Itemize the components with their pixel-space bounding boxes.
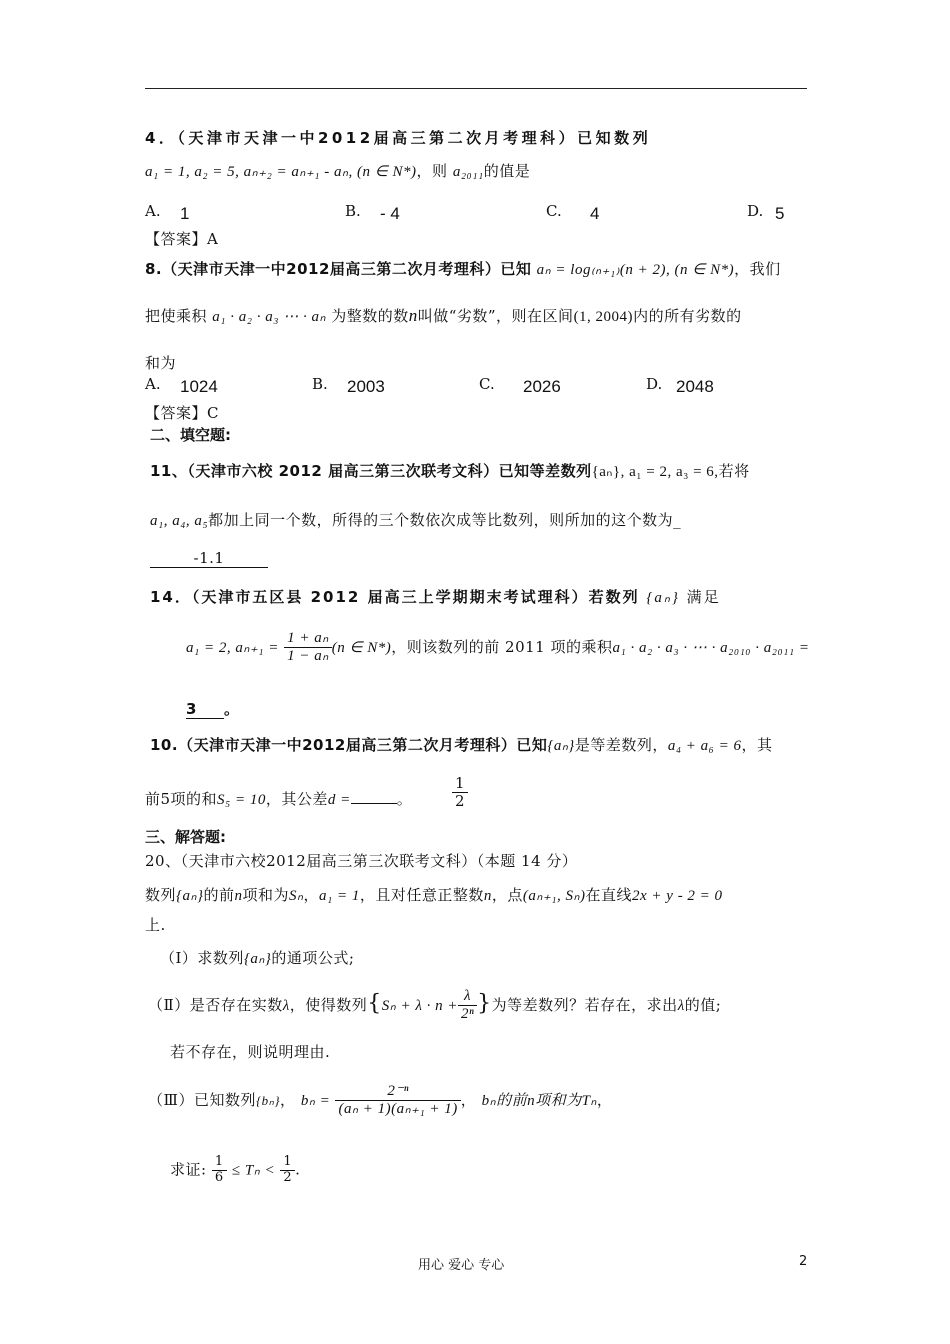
- q11-head: 11、（天津市六校 2012 届高三第三次联考文科）已知等差数列: [150, 462, 592, 480]
- q11-line2-formula: a₁, a₄, a₅: [150, 513, 209, 529]
- q10-seq: {aₙ}: [547, 738, 575, 754]
- q20-bn-fraction: $\frac{\text{2⁻ⁿ}}{\text{(aₙ + 1)(aₙ₊₁ + 1)}}$: [335, 1083, 460, 1119]
- q14-product: a₁ · a₂ · a₃ · ⋯ · a₂₀₁₀ · a₂₀₁₁ =: [612, 639, 810, 656]
- q8-line2: 把使乘积 a₁ · a₂ · a₃ ⋯ · aₙ 为整数的数n叫做“劣数”，则在区间(1, 2004)内的所有劣数的: [145, 306, 742, 325]
- q8-option-a-value: 1024: [180, 377, 218, 396]
- q4-option-c-value: 4: [590, 204, 600, 223]
- q14-line1: 14．（天津市五区县 2012 届高三上学期期末考试理科）若数列 {aₙ} 满足: [150, 588, 721, 606]
- q11-line1: 11、（天津市六校 2012 届高三第三次联考文科）已知等差数列{aₙ}, a₁ = 2, a₃ = 6,若将: [150, 462, 750, 480]
- q11-answer: -1.1: [150, 549, 268, 568]
- q20-part2-line2: 若不存在，则说明理由.: [170, 1043, 331, 1061]
- q8-head-tail: ，我们: [734, 260, 781, 278]
- q14-head: 14．（天津市五区县 2012 届高三上学期期末考试理科）若数列: [150, 588, 640, 606]
- q10-blank: [351, 803, 397, 804]
- section-fill-in-title: 二、填空题:: [150, 426, 231, 444]
- q20-line1: 数列{aₙ}的前n项和为Sₙ，a₁ = 1，且对任意正整数n，点(aₙ₊₁, Sₙ)在直线2x + y - 2 = 0: [145, 886, 723, 904]
- q8-option-c: C.: [479, 375, 495, 393]
- q4-option-b-value: - 4: [380, 204, 400, 223]
- header-rule: [145, 88, 807, 89]
- q8-answer: 【答案】C: [145, 404, 219, 422]
- q8-option-b: B.: [312, 375, 328, 393]
- q4-option-d: D.: [747, 202, 764, 220]
- q20-head: 20、（天津市六校2012届高三第三次联考文科）（本题 14 分）: [145, 852, 578, 870]
- q10-answer: $\frac{1}{2}$: [452, 775, 468, 811]
- q10-sum: S₅ = 10: [217, 792, 266, 808]
- q14-answer-line: 3 。: [186, 700, 240, 718]
- q4-option-a-value: 1: [180, 204, 190, 223]
- q20-part3: （Ⅲ）已知数列{bₙ}， bₙ = $\frac{\text{2⁻ⁿ}}{\text{(aₙ + 1)(aₙ₊₁ + 1)}}$ ， bₙ的前n项和为Tₙ，: [148, 1083, 613, 1118]
- q10-line2: 前5项的和S₅ = 10，其公差d = 。: [145, 790, 413, 808]
- q10-line1: 10.（天津市天津一中2012届高三第二次月考理科）已知{aₙ}是等差数列，a₄ + a₆ = 6，其: [150, 736, 773, 754]
- q11-formula: {aₙ}, a₁ = 2, a₃ = 6,: [591, 464, 719, 480]
- q4-option-c: C.: [546, 202, 562, 220]
- q8-interval: (1, 2004): [573, 309, 634, 325]
- q8-formula: aₙ = log₍ₙ₊₁₎(n + 2), (n ∈ N*): [536, 262, 735, 278]
- q10-head: 10.（天津市天津一中2012届高三第二次月考理科）已知: [150, 736, 548, 754]
- q8-option-b-value: 2003: [347, 377, 385, 396]
- q4-formula: a₁ = 1, a₂ = 5, aₙ₊₂ = aₙ₊₁ - aₙ, (n ∈ N*): [145, 164, 417, 180]
- q8-option-c-value: 2026: [523, 377, 561, 396]
- q11-line2: a₁, a₄, a₅都加上同一个数，所得的三个数依次成等比数列，则所加的这个数为_: [150, 511, 682, 529]
- q14-line2: a₁ = 2, aₙ₊₁ = $\frac{\text{1 + aₙ}}{\text{1 − aₙ}}$ (n ∈ N*)，则该数列的前 2011 项的乘积a₁ · a₂ · a₃ · ⋯ · a₂₀₁₀ · a₂₀₁₁ =: [186, 630, 810, 665]
- q4-heading: [145, 127, 651, 148]
- q4-tail: 的值是: [483, 162, 531, 180]
- q4-head: 4．（天津市天津一中2012届高三第二次月考理科）已知数列: [145, 129, 652, 147]
- q4-option-d-value: 5: [775, 204, 785, 223]
- page-number: 2: [799, 1254, 808, 1269]
- q11-answer-line: [150, 549, 268, 568]
- section-solve-title: 三、解答题:: [145, 828, 226, 846]
- q14-answer: 3: [186, 700, 224, 719]
- q8-line3: 和为: [145, 354, 177, 372]
- q4-formula-line: [145, 160, 530, 181]
- q10-formula: a₄ + a₆ = 6: [667, 738, 742, 754]
- q8-option-d: D.: [646, 375, 663, 393]
- q20-part1: （Ⅰ）求数列{aₙ}的通项公式;: [160, 949, 355, 967]
- q8-head: 8.（天津市天津一中2012届高三第二次月考理科）已知: [145, 260, 532, 278]
- q20-part2: （Ⅱ）是否存在实数λ，使得数列{Sₙ + λ · n + $\frac{\lambda}{\text{2ⁿ}}$ }为等差数列？若存在，求出λ的值;: [148, 988, 722, 1023]
- q14-fraction: $\frac{\text{1 + aₙ}}{\text{1 − aₙ}}$: [284, 630, 332, 666]
- q20-line2: 上.: [145, 916, 166, 934]
- q8-option-a: A.: [145, 375, 161, 393]
- q4-option-b: B.: [345, 202, 361, 220]
- q14-seq: {aₙ}: [646, 590, 680, 606]
- q4-target: a₂₀₁₁: [452, 164, 484, 180]
- q14-a1: a₁ = 2, aₙ₊₁ =: [186, 639, 279, 656]
- q4-answer: 【答案】A: [145, 230, 219, 248]
- q8-heading-line: [145, 258, 781, 279]
- q4-then: ，则: [416, 162, 448, 180]
- q8-option-d-value: 2048: [676, 377, 714, 396]
- q20-prove: 求证: $\frac{1}{6}$ ≤ Tₙ < $\frac{1}{2}$ .: [170, 1154, 301, 1185]
- q8-product: a₁ · a₂ · a₃ ⋯ · aₙ: [212, 309, 326, 325]
- footer-center: 用心 爱心 专心: [418, 1258, 505, 1273]
- q4-option-a: A.: [145, 202, 161, 220]
